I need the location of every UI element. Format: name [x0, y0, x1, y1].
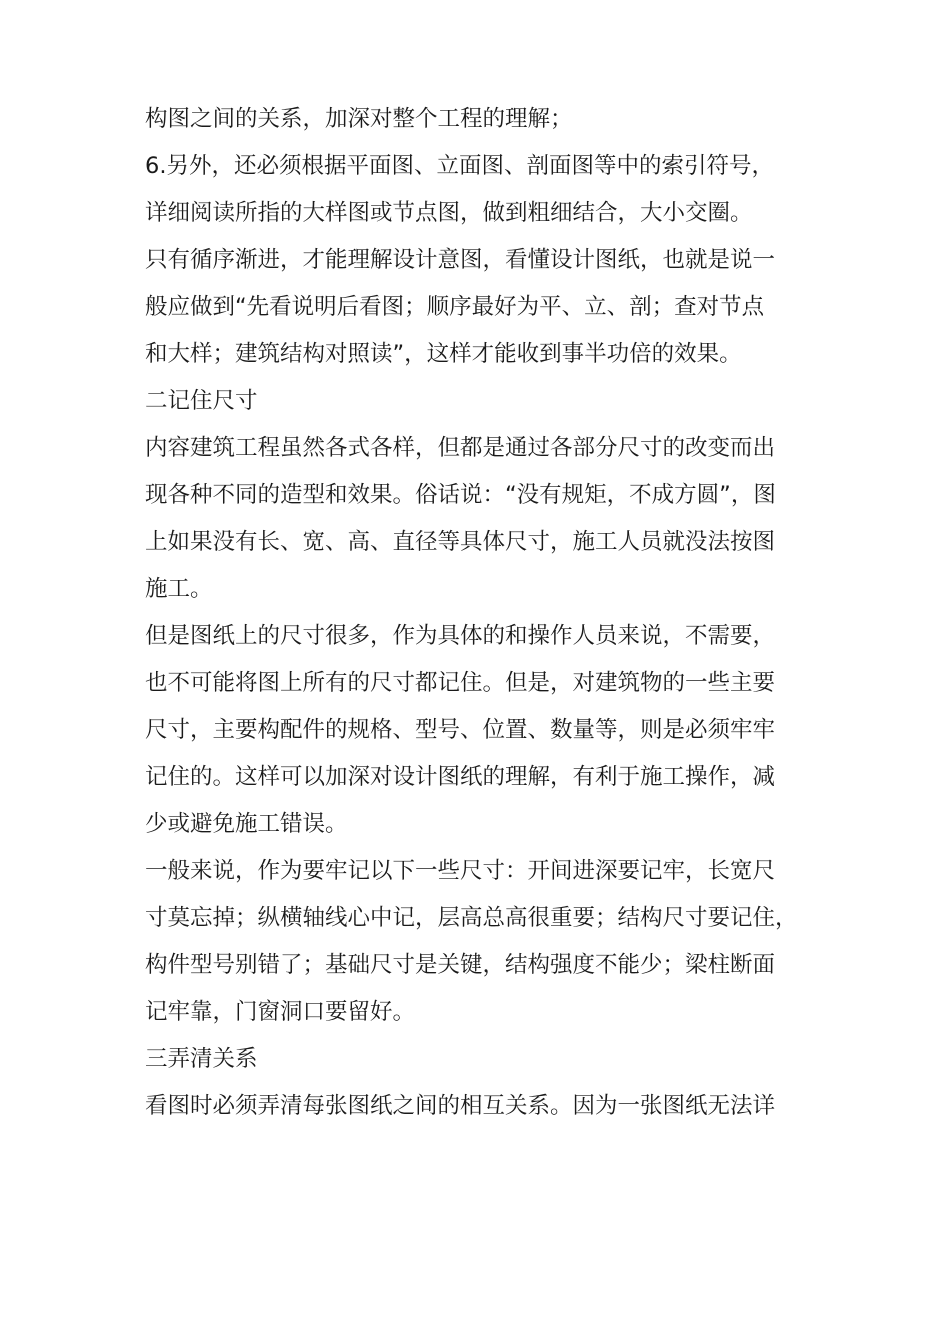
text-line: 看图时必须弄清每张图纸之间的相互关系。因为一张图纸无法详 [145, 1093, 776, 1119]
text-line: 一般来说，作为要牢记以下一些尺寸：开间进深要记牢，长宽尺 [145, 858, 776, 884]
text-line: 6.另外，还必须根据平面图、立面图、剖面图等中的索引符号， [145, 153, 774, 179]
text-line: 施工。 [145, 576, 213, 602]
text-line: 现各种不同的造型和效果。俗话说：“没有规矩，不成方圆”，图 [145, 482, 776, 508]
text-line: 上如果没有长、宽、高、直径等具体尺寸，施工人员就没法按图 [145, 529, 776, 555]
text-line: 记牢靠，门窗洞口要留好。 [145, 999, 416, 1025]
text-line: 般应做到“先看说明后看图；顺序最好为平、立、剖；查对节点 [145, 294, 765, 320]
text-line: 构件型号别错了；基础尺寸是关键，结构强度不能少；梁柱断面 [145, 952, 776, 978]
document-body [145, 96, 821, 1130]
text-line: 尺寸，主要构配件的规格、型号、位置、数量等，则是必须牢牢 [145, 717, 776, 743]
text-line: 但是图纸上的尺寸很多，作为具体的和操作人员来说，不需要， [145, 623, 776, 649]
text-line: 内容建筑工程虽然各式各样，但都是通过各部分尺寸的改变而出 [145, 435, 776, 461]
section-heading: 二记住尺寸 [145, 388, 258, 414]
text-line: 和大样；建筑结构对照读”，这样才能收到事半功倍的效果。 [145, 341, 742, 367]
text-line: 构图之间的关系，加深对整个工程的理解； [145, 106, 573, 132]
text-line: 寸莫忘掉；纵横轴线心中记，层高总高很重要；结构尺寸要记住， [145, 905, 798, 931]
text-line: 记住的。这样可以加深对设计图纸的理解，有利于施工操作，减 [145, 764, 776, 790]
text-line: 详细阅读所指的大样图或节点图，做到粗细结合，大小交圈。 [145, 200, 753, 226]
text-line: 少或避免施工错误。 [145, 811, 348, 837]
text-line: 也不可能将图上所有的尺寸都记住。但是，对建筑物的一些主要 [145, 670, 776, 696]
section-heading: 三弄清关系 [145, 1046, 258, 1072]
text-line: 只有循序渐进，才能理解设计意图，看懂设计图纸，也就是说一 [145, 247, 776, 273]
